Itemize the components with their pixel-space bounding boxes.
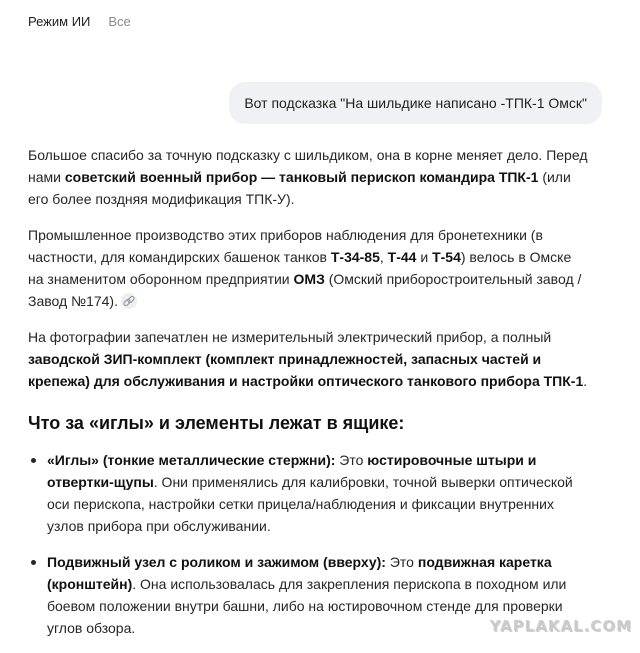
items-list [28,449,588,639]
text-span: , [379,249,388,265]
bold-span: советский военный прибор — танковый перископ командира ТПК-1 [64,169,539,185]
mode-tabs [28,14,131,29]
answer-paragraph-3 [28,326,588,392]
bold-span: заводской ЗИП-комплект (комплект принадлежностей, запасных частей и крепежа) для обслуживания и настройки оптического танкового прибора ТПК-1 [28,351,584,389]
text-span: (Омский приборостроительный завод / Завод №174). [28,271,582,309]
text-span: Это [385,554,418,570]
text-span: Промышленное производство этих приборов наблюдения для бронетехники (в частности, для командирских башенок танков [28,227,543,265]
text-span: Это [335,452,368,468]
text-span: . Она использовалась для закрепления перископа в походном или боевом положении внутри башни, либо на юстировочном стенде для проверки углов обзора. [47,576,567,636]
bold-span: Подвижный узел с роликом и зажимом (вверху): [47,554,386,570]
user-message-bubble: Вот подсказка "На шильдике написано -ТПК-1 Омск" [229,82,602,124]
link-icon[interactable] [121,293,137,309]
bold-span: Т-54 [432,249,461,265]
list-item [28,449,588,537]
answer-paragraph-1 [28,144,588,210]
bold-span: ОМЗ [293,271,325,287]
section-heading: Что за «иглы» и элементы лежат в ящике: [28,413,405,433]
bold-span: подвижная каретка (кронштейн) [47,554,552,592]
site-watermark: YAPLAKAL.COM [489,617,632,635]
tab-all[interactable]: Все [108,14,131,29]
text-span: (или его более поздняя модификация ТПК-У). [28,169,571,207]
answer-paragraph-2 [28,224,588,312]
text-span: . [583,373,588,389]
text-span: Большое спасибо за точную подсказку с шильдиком, она в корне меняет дело. Перед нами [28,147,588,185]
tab-ai-mode[interactable]: Режим ИИ [28,14,91,29]
text-span: . Они применялись для калибровки, точной выверки оптической оси перископа, настройки сетки прицела/наблюдения и фиксации внутренних узлов прибора при обслуживании. [47,474,573,534]
bold-span: юстировочные штыри и отвертки-щупы [47,452,537,490]
text-span: На фотографии запечатлен не измерительный электрический прибор, а полный [28,329,552,345]
bold-span: «Иглы» (тонкие металлические стержни): [47,452,336,468]
ai-answer [28,144,588,653]
text-span: и [416,249,433,265]
bold-span: Т-44 [387,249,417,265]
text-span: ) велось в Омске на знаменитом оборонном предприятии [28,249,572,287]
bold-span: Т-34-85 [330,249,380,265]
